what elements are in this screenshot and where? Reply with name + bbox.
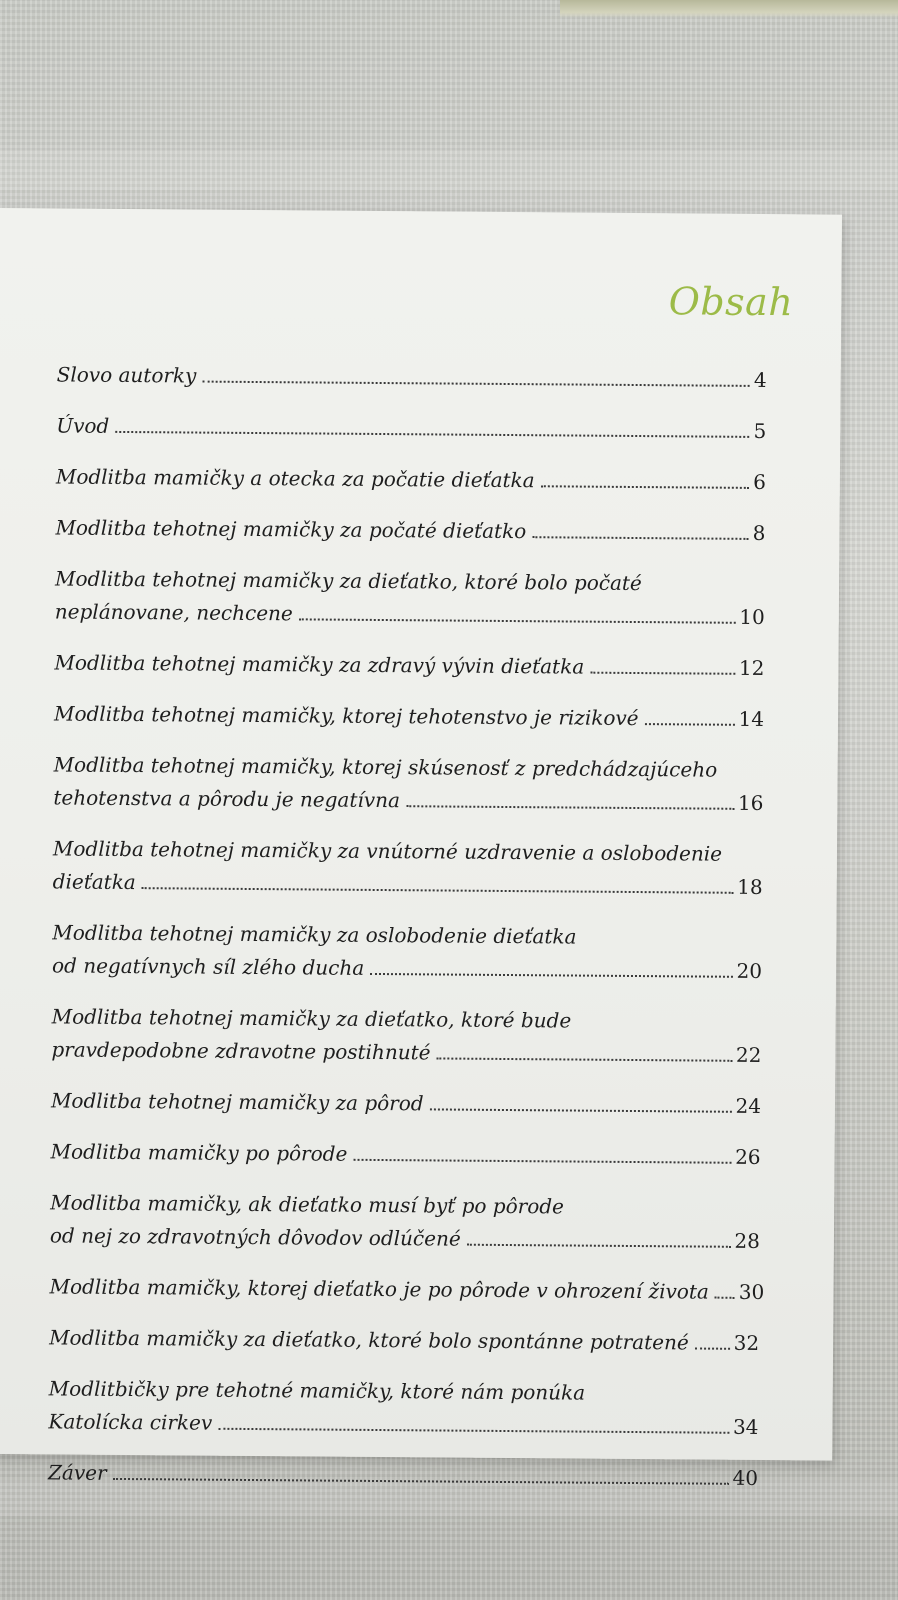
dot-leader [715, 1297, 735, 1299]
toc-entry [54, 646, 764, 685]
toc-entry [54, 697, 764, 736]
toc-entry-row [48, 1405, 758, 1444]
toc-entry-title-line: Modlitba mamičky po pôrode [50, 1139, 348, 1166]
toc-entry-row [56, 460, 766, 499]
toc-entry-row [52, 949, 762, 988]
dot-leader [113, 1478, 729, 1485]
toc-entry-row [54, 646, 764, 685]
dot-leader [353, 1159, 731, 1164]
toc-page-number: 32 [733, 1330, 760, 1355]
page-title: Obsah [668, 279, 794, 325]
toc-entry-title-line: Záver [47, 1460, 107, 1485]
toc-page-number: 30 [738, 1279, 765, 1305]
dot-leader [695, 1347, 730, 1349]
toc-entry [53, 832, 763, 904]
toc-entry-title-line: Modlitba tehotnej mamičky za oslobodenie dieťatka [52, 920, 577, 949]
toc-page-number: 34 [732, 1414, 759, 1439]
toc-entry-title-line: Modlitba tehotnej mamičky za dieťatko, ktoré bude [51, 1004, 572, 1033]
book-page [0, 208, 842, 1490]
toc-page-number: 40 [732, 1465, 759, 1490]
toc-entry-title-line: Modlitba tehotnej mamičky za pôrod [50, 1088, 424, 1116]
toc-entry [56, 409, 766, 448]
toc-entry-row [56, 409, 766, 448]
table-of-contents [48, 358, 767, 1513]
toc-entry-row [48, 1456, 758, 1495]
fabric-edge [560, 0, 898, 18]
toc-entry-title-line: dieťatka [52, 869, 136, 895]
dot-leader [467, 1244, 731, 1248]
toc-entry [55, 562, 765, 634]
toc-entry [49, 1270, 765, 1309]
toc-entry-title-line: Katolícka cirkev [48, 1409, 213, 1435]
toc-page-number: 6 [753, 469, 766, 495]
toc-entry-title-line: Modlitba tehotnej mamičky, ktorej tehotenstvo je rizikové [53, 701, 639, 731]
toc-entry-row [57, 358, 767, 397]
toc-entry-title-line: pravdepodobne zdravotne postihnuté [51, 1037, 431, 1065]
dot-leader [436, 1057, 731, 1061]
toc-entry-title-line: Modlitba tehotnej mamičky za zdravý vývin dieťatka [54, 650, 585, 679]
toc-entry-row [49, 1270, 765, 1309]
dot-leader [370, 973, 732, 978]
dot-leader [532, 536, 748, 540]
toc-entry [51, 1000, 761, 1072]
toc-entry [56, 460, 766, 499]
toc-entry-title-line: Modlitba tehotnej mamičky za dieťatko, ktoré bolo počaté [54, 566, 642, 596]
toc-entry-row [55, 511, 765, 550]
toc-page-number: 10 [739, 604, 765, 630]
dot-leader [541, 485, 750, 489]
dot-leader [202, 381, 750, 387]
toc-entry-title-line: Modlitba mamičky a otecka za počatie dieťatka [55, 464, 535, 493]
toc-page-number: 26 [735, 1144, 761, 1170]
toc-entry-row [53, 781, 763, 820]
tablecloth-stripe [0, 150, 898, 190]
toc-entry-title-line: Modlitba tehotnej mamičky za vnútorné uzdravenie a oslobodenie [52, 836, 723, 866]
toc-page-number: 24 [735, 1093, 762, 1119]
toc-entry-title-line: od nej zo zdravotných dôvodov odlúčené [49, 1223, 461, 1251]
toc-entry-title-line: Modlitba tehotnej mamičky za počaté dieťatko [55, 515, 527, 544]
toc-entry [53, 748, 763, 820]
toc-page-number: 16 [737, 790, 764, 816]
toc-entry [55, 511, 765, 550]
dot-leader [218, 1428, 729, 1434]
toc-entry-title-line: Úvod [56, 413, 110, 438]
toc-entry [52, 916, 762, 988]
dot-leader [430, 1108, 732, 1112]
toc-entry [48, 1372, 758, 1444]
dot-leader [142, 887, 733, 894]
toc-page-number: 22 [735, 1042, 762, 1068]
toc-entry-title-line: Modlitba mamičky za dieťatko, ktoré bolo spontánne potratené [49, 1325, 689, 1355]
toc-page-number: 12 [738, 655, 765, 681]
toc-entry [57, 358, 767, 397]
toc-entry-title-line: Modlitbičky pre tehotné mamičky, ktoré nám ponúka [48, 1376, 586, 1405]
toc-entry-title-line: Slovo autorky [56, 362, 197, 388]
toc-entry-row [55, 595, 765, 634]
toc-entry-row [49, 1321, 759, 1360]
toc-page-number: 14 [738, 706, 765, 732]
toc-entry [51, 1084, 761, 1123]
toc-entry-row [50, 1135, 760, 1174]
toc-entry-title-line: Modlitba mamičky, ktorej dieťatko je po pôrode v ohrození života [49, 1274, 709, 1304]
toc-entry-row [51, 1033, 761, 1072]
toc-entry-row [50, 1219, 760, 1258]
toc-entry [49, 1321, 759, 1360]
toc-entry-row [54, 697, 764, 736]
toc-entry [48, 1456, 758, 1495]
dot-leader [299, 618, 736, 623]
toc-page-number: 20 [736, 958, 763, 984]
toc-entry-title-line: Modlitba mamičky, ak dieťatko musí byť po pôrode [50, 1190, 565, 1219]
toc-entry [50, 1186, 760, 1258]
toc-entry-title-line: Modlitba tehotnej mamičky, ktorej skúsenosť z predchádzajúceho [53, 752, 718, 782]
toc-entry-title-line: od negatívnych síl zlého ducha [51, 953, 365, 980]
toc-page-number: 4 [753, 367, 767, 393]
dot-leader [590, 672, 735, 675]
toc-entry-title-line: neplánovane, nechcene [54, 599, 293, 626]
toc-page-number: 28 [734, 1228, 761, 1253]
dot-leader [645, 723, 735, 726]
toc-entry [50, 1135, 760, 1174]
toc-page-number: 8 [752, 520, 766, 546]
toc-entry-title-line: tehotenstva a pôrodu je negatívna [53, 785, 401, 813]
toc-page-number: 18 [737, 874, 763, 900]
dot-leader [406, 805, 734, 810]
toc-entry-row [53, 865, 763, 904]
toc-page-number: 5 [753, 418, 767, 444]
toc-entry-row [51, 1084, 761, 1123]
dot-leader [115, 431, 749, 438]
